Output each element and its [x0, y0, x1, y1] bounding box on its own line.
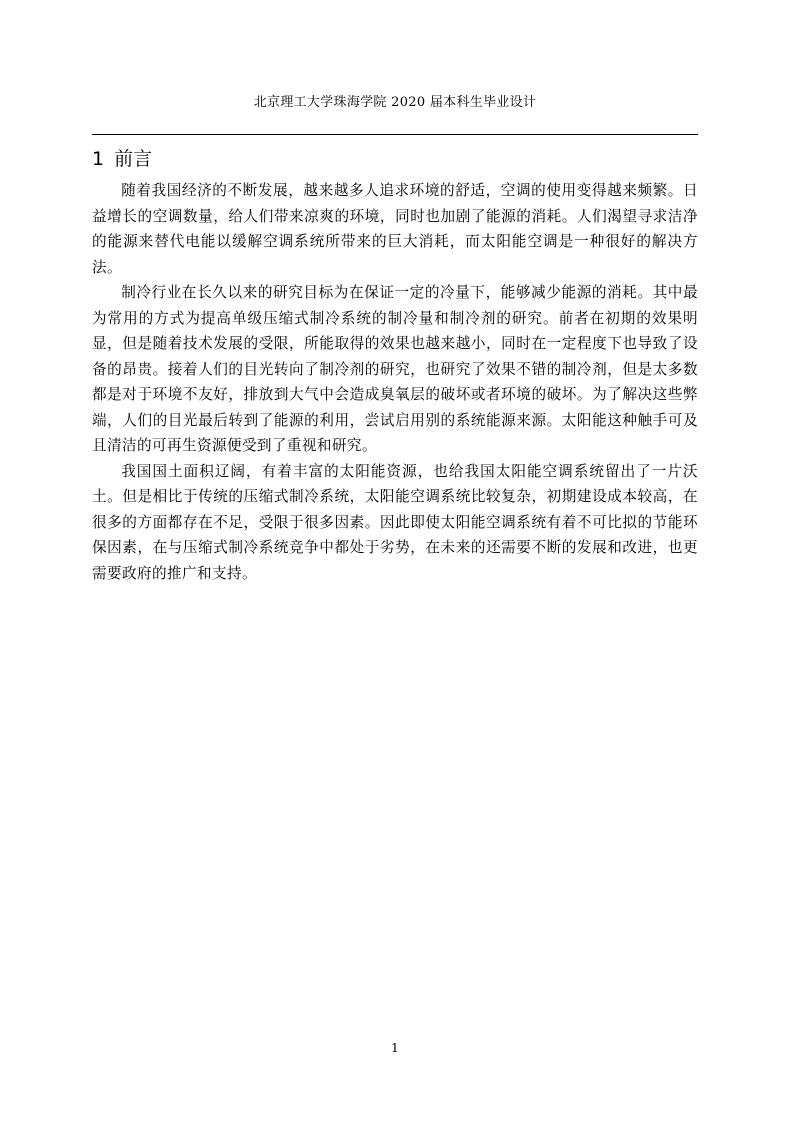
page-number: 1: [391, 1041, 399, 1055]
section-number: 1: [92, 148, 105, 170]
running-header: 北京理工大学珠海学院 2020 届本科生毕业设计: [253, 95, 537, 110]
section-heading: [92, 146, 698, 172]
section-title: 前言: [114, 148, 153, 170]
paragraph: 随着我国经济的不断发展，越来越多人追求环境的舒适，空调的使用变得越来频繁。日益增长的空调数量，给人们带来凉爽的环境，同时也加剧了能源的消耗。人们渴望寻求洁净的能源来替代电能以缓解空调系统所带来的巨大消耗，而太阳能空调是一种很好的解决方法。: [92, 182, 698, 276]
paragraph: 我国国土面积辽阔，有着丰富的太阳能资源，也给我国太阳能空调系统留出了一片沃土。但是相比于传统的压缩式制冷系统，太阳能空调系统比较复杂，初期建设成本较高，在很多的方面都存在不足，受限于很多因素。因此即使太阳能空调系统有着不可比拟的节能环保因素，在与压缩式制冷系统竞争中都处于劣势，在未来的还需要不断的发展和改进，也更需要政府的推广和支持。: [92, 462, 698, 582]
body-text: [92, 178, 698, 586]
paragraph: 制冷行业在长久以来的研究目标为在保证一定的冷量下，能够减少能源的消耗。其中最为常用的方式为提高单级压缩式制冷系统的制冷量和制冷剂的研究。前者在初期的效果明显，但是随着技术发展的受限，所能取得的效果也越来越小，同时在一定程度下也导致了设备的昂贵。接着人们的目光转向了制冷剂的研究，也研究了效果不错的制冷剂，但是太多数都是对于环境不友好，排放到大气中会造成臭氧层的破坏或者环境的破坏。为了解决这些弊端，人们的目光最后转到了能源的利用，尝试启用别的系统能源来源。太阳能这种触手可及且清洁的可再生资源便受到了重视和研究。: [92, 284, 698, 454]
header-rule: [92, 134, 698, 135]
